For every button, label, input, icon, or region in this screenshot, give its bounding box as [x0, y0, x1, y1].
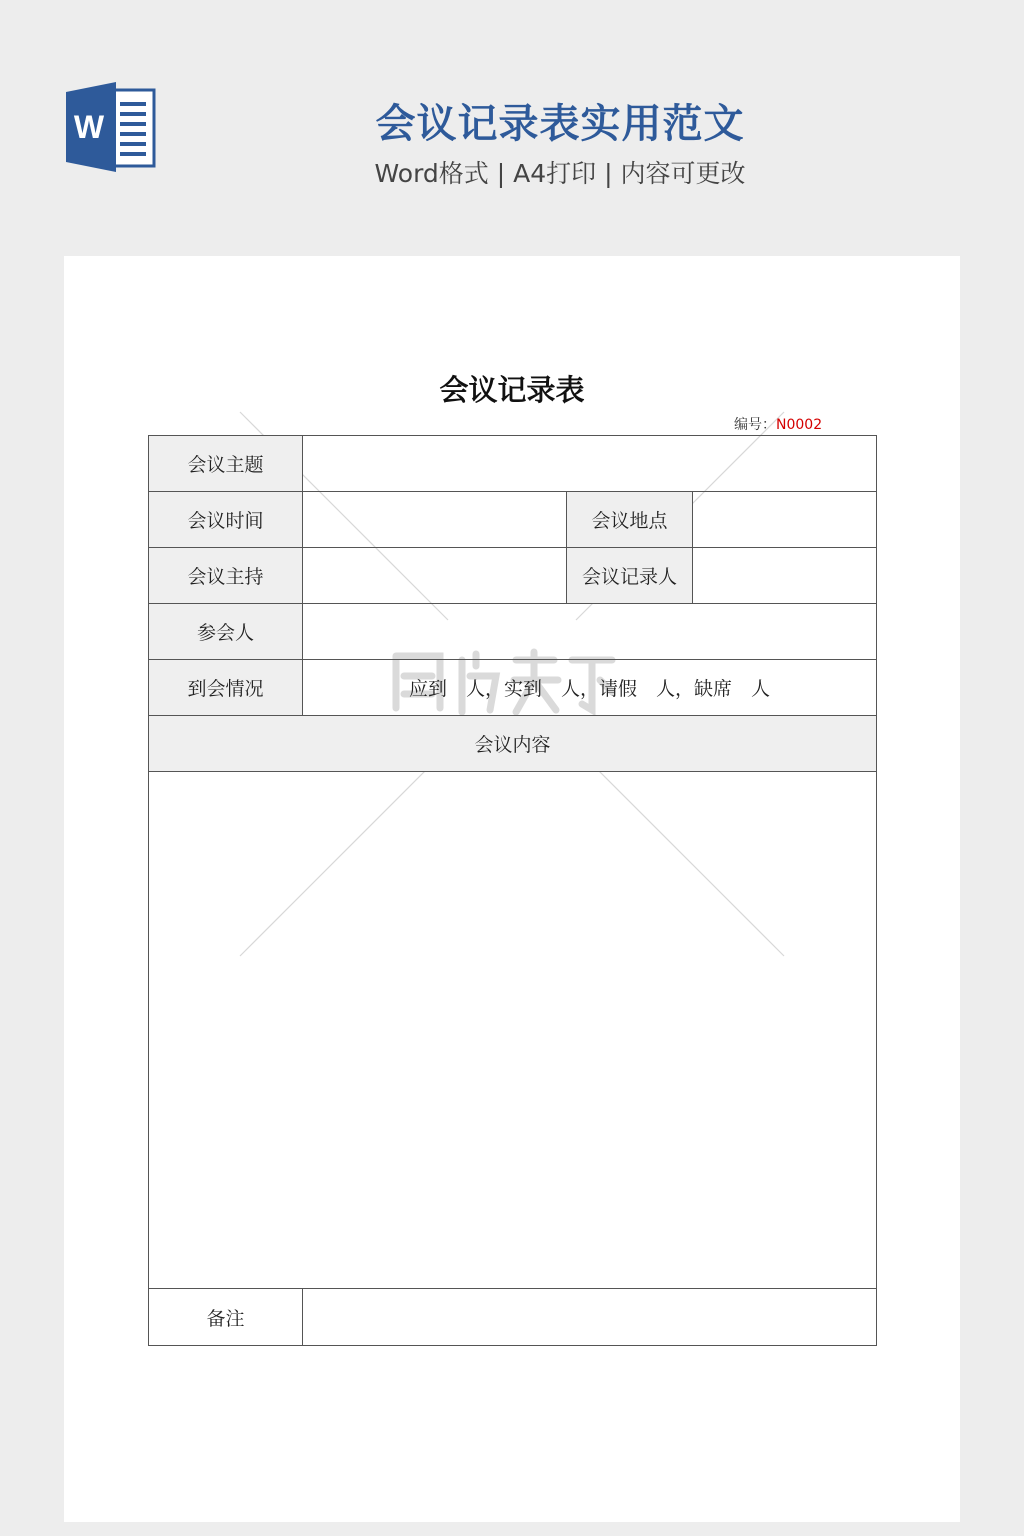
content-header: 会议内容 — [149, 716, 877, 772]
attendees-label: 参会人 — [149, 604, 303, 660]
table-row — [149, 548, 877, 604]
attendance-field[interactable]: 应到 人，实到 人，请假 人，缺席 人 — [303, 660, 877, 716]
topic-field[interactable] — [303, 436, 877, 492]
remark-label: 备注 — [149, 1289, 303, 1346]
place-field[interactable] — [693, 492, 877, 548]
recorder-field[interactable] — [693, 548, 877, 604]
host-field[interactable] — [303, 548, 567, 604]
content-field[interactable] — [149, 772, 877, 1289]
serial-number — [734, 414, 822, 434]
table-row — [149, 660, 877, 716]
attendees-field[interactable] — [303, 604, 877, 660]
time-label: 会议时间 — [149, 492, 303, 548]
serial-value: N0002 — [776, 417, 823, 433]
time-field[interactable] — [303, 492, 567, 548]
table-row — [149, 716, 877, 772]
table-row — [149, 492, 877, 548]
remark-field[interactable] — [303, 1289, 877, 1346]
meeting-record-table — [148, 435, 877, 1346]
page-subtitle: Word格式 | A4打印 | 内容可更改 — [374, 159, 746, 188]
recorder-label: 会议记录人 — [567, 548, 693, 604]
host-label: 会议主持 — [149, 548, 303, 604]
document-title: 会议记录表 — [439, 373, 585, 407]
document-page — [64, 256, 960, 1522]
serial-label: 编号： — [734, 417, 776, 433]
topic-label: 会议主题 — [149, 436, 303, 492]
page-title: 会议记录表实用范文 — [375, 101, 745, 147]
attendance-label: 到会情况 — [149, 660, 303, 716]
svg-text:W: W — [73, 109, 105, 145]
table-row — [149, 1289, 877, 1346]
place-label: 会议地点 — [567, 492, 693, 548]
table-row — [149, 436, 877, 492]
word-doc-icon — [64, 82, 156, 172]
table-row — [149, 604, 877, 660]
table-row — [149, 772, 877, 1289]
